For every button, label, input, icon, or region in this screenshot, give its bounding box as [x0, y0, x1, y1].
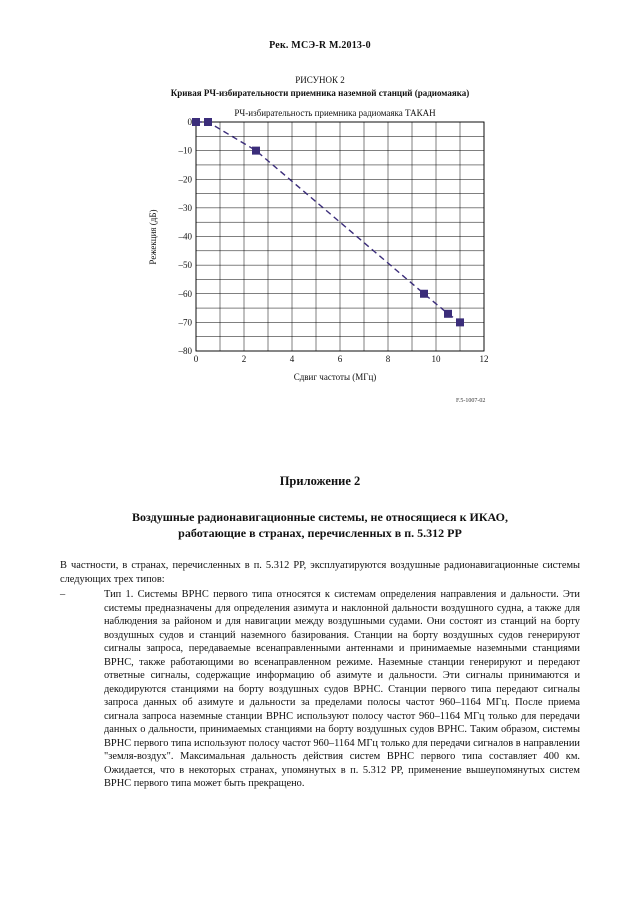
data-point	[204, 118, 212, 126]
page-header: Рек. МСЭ-R M.2013-0	[269, 40, 371, 51]
y-tick-labels	[178, 117, 193, 356]
section-title	[80, 509, 560, 541]
x-tick-label: 12	[479, 354, 489, 364]
x-tick-label: 4	[289, 354, 295, 364]
x-tick-label: 6	[337, 354, 343, 364]
x-axis-label: Сдвиг частоты (МГц)	[293, 372, 377, 382]
section-title-line1: Воздушные радионавигационные системы, не относящиеся к ИКАО,	[132, 510, 508, 524]
y-tick-label: 0	[187, 117, 192, 127]
data-point	[456, 318, 464, 326]
chart-grid	[196, 122, 484, 351]
y-tick-label: –80	[178, 346, 192, 356]
data-point	[192, 118, 200, 126]
y-tick-label: –30	[178, 202, 192, 213]
y-axis-label: Режекция (дБ)	[148, 209, 158, 265]
y-tick-label: –50	[178, 260, 192, 271]
y-tick-label: –70	[178, 317, 192, 328]
selectivity-chart	[140, 104, 500, 394]
figure-label: РИСУНОК 2	[295, 75, 345, 85]
annex-title: Приложение 2	[279, 474, 361, 488]
x-tick-label: 2	[241, 354, 247, 364]
x-tick-label: 10	[431, 354, 441, 364]
y-tick-label: –60	[178, 288, 192, 299]
x-tick-label: 8	[385, 354, 391, 364]
y-tick-label: –20	[178, 174, 192, 185]
data-point	[252, 147, 260, 155]
data-point	[444, 310, 452, 318]
x-tick-label: 0	[193, 354, 199, 364]
list-dash: –	[60, 589, 66, 600]
intro-paragraph: В частности, в странах, перечисленных в п. 5.312 РР, эксплуатируются воздушные радионавигационные системы следующих трех типов:	[60, 560, 580, 585]
figure-title: Кривая РЧ-избирательности приемника наземной станций (радиомаяка)	[170, 88, 470, 98]
y-tick-label: –10	[178, 145, 192, 156]
data-point	[420, 290, 428, 298]
y-tick-label: –40	[178, 231, 192, 242]
section-title-line2: работающие в странах, перечисленных в п. 5.312 РР	[178, 526, 462, 540]
list-item-text: Тип 1. Системы ВРНС первого типа относятся к системам определения направления и дальности. Эти системы предназначены для определения азимута и наклонной дальности воздушного судна, а также для наблюдения за районом и для навигации между воздушными судами. Они состоят из станций на борту воздушных судов и станций наземного базирования. Станции на борту воздушных судов генерируют сигналы запроса, передаваемые всенаправленными антеннами и принимаемые наземными станциями ВРНС, также работающими во всенаправленном режиме. Наземные станции генерируют и передают ответные сигналы, содержащие информацию об азимуте и дальности. Эти сигналы принимаются и декодируются станциями на борту воздушных судов ВРНС. Станции первого типа передают сигналы запроса данных об азимуте и дальности за пределами полосы частот 960–1164 МГц. После приема сигнала запроса наземные станции ВРНС используют полосу частот 960–1164 МГц только для передачи данных о дальности, принимаемых станциями на борту воздушных судов ВРНС. Таким образом, системы ВРНС первого типа используют полосу частот 960–1164 МГц только для передачи сигналов в направлении "земля-воздух". Максимальная дальность действия систем ВРНС первого типа составляет 400 км. Ожидается, что в некоторых странах, упомянутых в п. 5.312 РР, применение вышеупомянутых систем ВРНС первого типа может быть прекращено.	[104, 589, 580, 789]
x-tick-labels	[194, 354, 489, 364]
chart-title: РЧ-избирательность приемника радиомаяка ТАКАН	[234, 108, 436, 118]
figure-code: F.5-1007-02	[456, 398, 486, 404]
